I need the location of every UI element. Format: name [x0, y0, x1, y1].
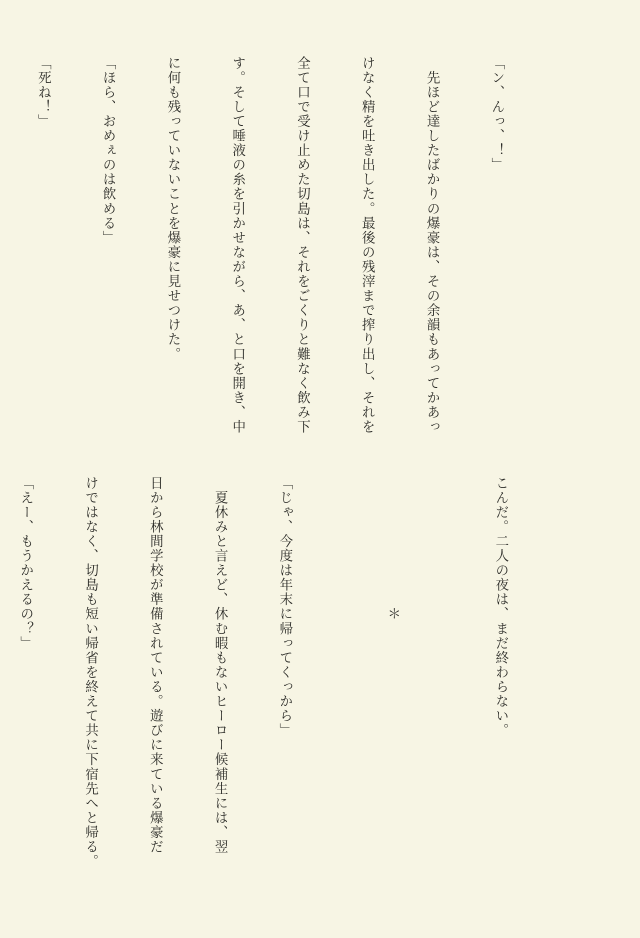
text-line: 「じゃ、今度は年末に帰ってくっから」	[276, 476, 292, 738]
text-line: 全て口で受け止めた切島は、それをごくりと難なく飲み下	[294, 56, 310, 435]
text-line: 先ほど達したばかりの爆豪は、その余韻もあってかあっ	[424, 56, 440, 435]
text-line: 「死ね！」	[35, 56, 51, 129]
text-line: 日から林間学校が準備されている。遊びに来ている爆豪だ	[147, 476, 163, 855]
text-line: す。そして唾液の糸を引かせながら、あ、と口を開き、中	[229, 56, 245, 435]
text-line: に何も残っていないことを爆豪に見せつけた。	[164, 56, 180, 362]
lower-text-block	[17, 476, 554, 871]
text-line: こんだ。二人の夜は、まだ終わらない。	[492, 476, 508, 738]
text-line: 「ン、んっ、！」	[488, 56, 504, 173]
upper-text-block	[35, 56, 550, 451]
text-line: けではなく、切島も短い帰省を終えて共に下宿先へと帰る。	[82, 476, 98, 869]
text-line: けなく精を吐き出した。最後の残滓まで搾り出し、それを	[359, 56, 375, 435]
text-line: 「えー、もうかえるの？」	[17, 476, 33, 651]
scene-break-asterisk: ＊	[384, 476, 400, 622]
text-line: 夏休みと言えど、休む暇もないヒーロー候補生には、翌	[212, 476, 228, 855]
text-line: 「ほら、おめぇのは飲める」	[100, 56, 116, 246]
